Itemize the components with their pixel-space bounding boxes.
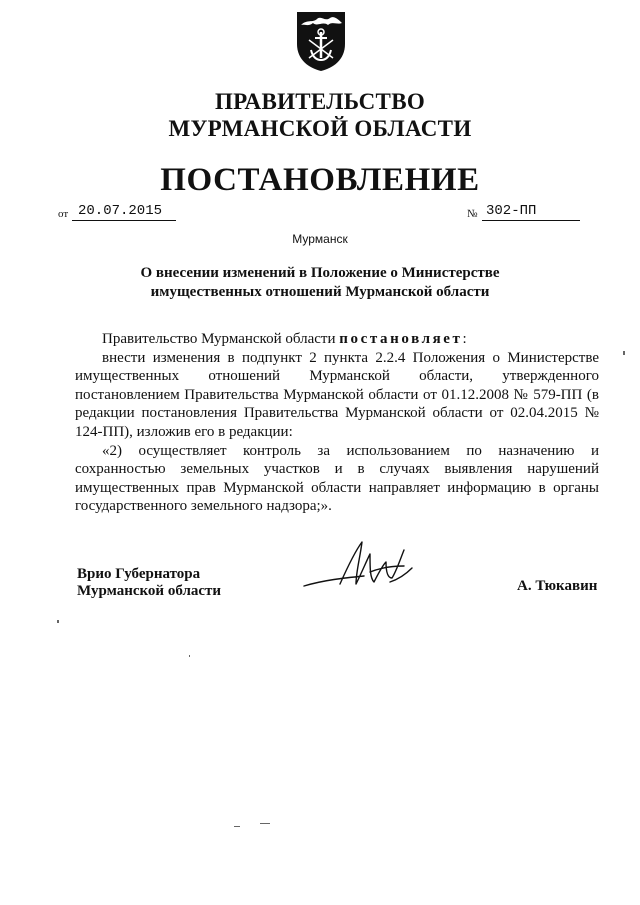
scan-speck bbox=[189, 655, 190, 657]
resolves-word: постановляет bbox=[339, 331, 463, 347]
government-title-line1: ПРАВИТЕЛЬСТВО bbox=[214, 89, 426, 114]
government-title-line2: МУРМАНСКОЙ ОБЛАСТИ bbox=[168, 116, 472, 141]
signatory-title-line2: Мурманской области bbox=[77, 583, 222, 599]
number-prefix: № bbox=[467, 208, 478, 220]
scan-speck bbox=[57, 620, 59, 623]
amendment-paragraph: внести изменения в подпункт 2 пункта 2.2.4 Положения о Министерстве имущественных отношений Мурманской области, утвержденного постановлением Правительства Мурманской области от 01.12.2008 № 579-ПП (в редакции постановления Правительства Мурманской области от 02.04.2015 № 124-ПП), изложив его в редакции: bbox=[75, 349, 599, 440]
quoted-clause-paragraph: «2) осуществляет контроль за использованием по назначению и сохранностью земельных участков и в случаях выявления нарушений имущественных прав Мурманской области направляет информацию в органы государственного земельного надзора;». bbox=[75, 442, 599, 515]
scan-speck bbox=[234, 826, 240, 827]
intro-text: Правительство Мурманской области bbox=[102, 331, 340, 347]
signatory-title-line1: Врио Губернатора bbox=[77, 566, 201, 582]
intro-paragraph bbox=[75, 330, 599, 349]
handwritten-signature-icon bbox=[300, 538, 420, 600]
intro-colon: : bbox=[462, 331, 467, 347]
signatory-name: А. Тюкавин bbox=[517, 578, 598, 594]
scan-speck bbox=[260, 823, 270, 824]
city-name: Мурманск bbox=[292, 232, 348, 246]
document-number: 302-ПП bbox=[482, 202, 580, 221]
subject-line1: О внесении изменений в Положение о Министерстве bbox=[140, 265, 500, 281]
subject-line2: имущественных отношений Мурманской области bbox=[150, 284, 490, 300]
scan-speck bbox=[623, 351, 625, 355]
coat-of-arms-icon bbox=[295, 10, 347, 72]
document-type-title: ПОСТАНОВЛЕНИЕ bbox=[160, 162, 480, 198]
date-prefix: от bbox=[58, 208, 69, 220]
document-body bbox=[75, 330, 599, 516]
document-date: 20.07.2015 bbox=[72, 202, 176, 221]
